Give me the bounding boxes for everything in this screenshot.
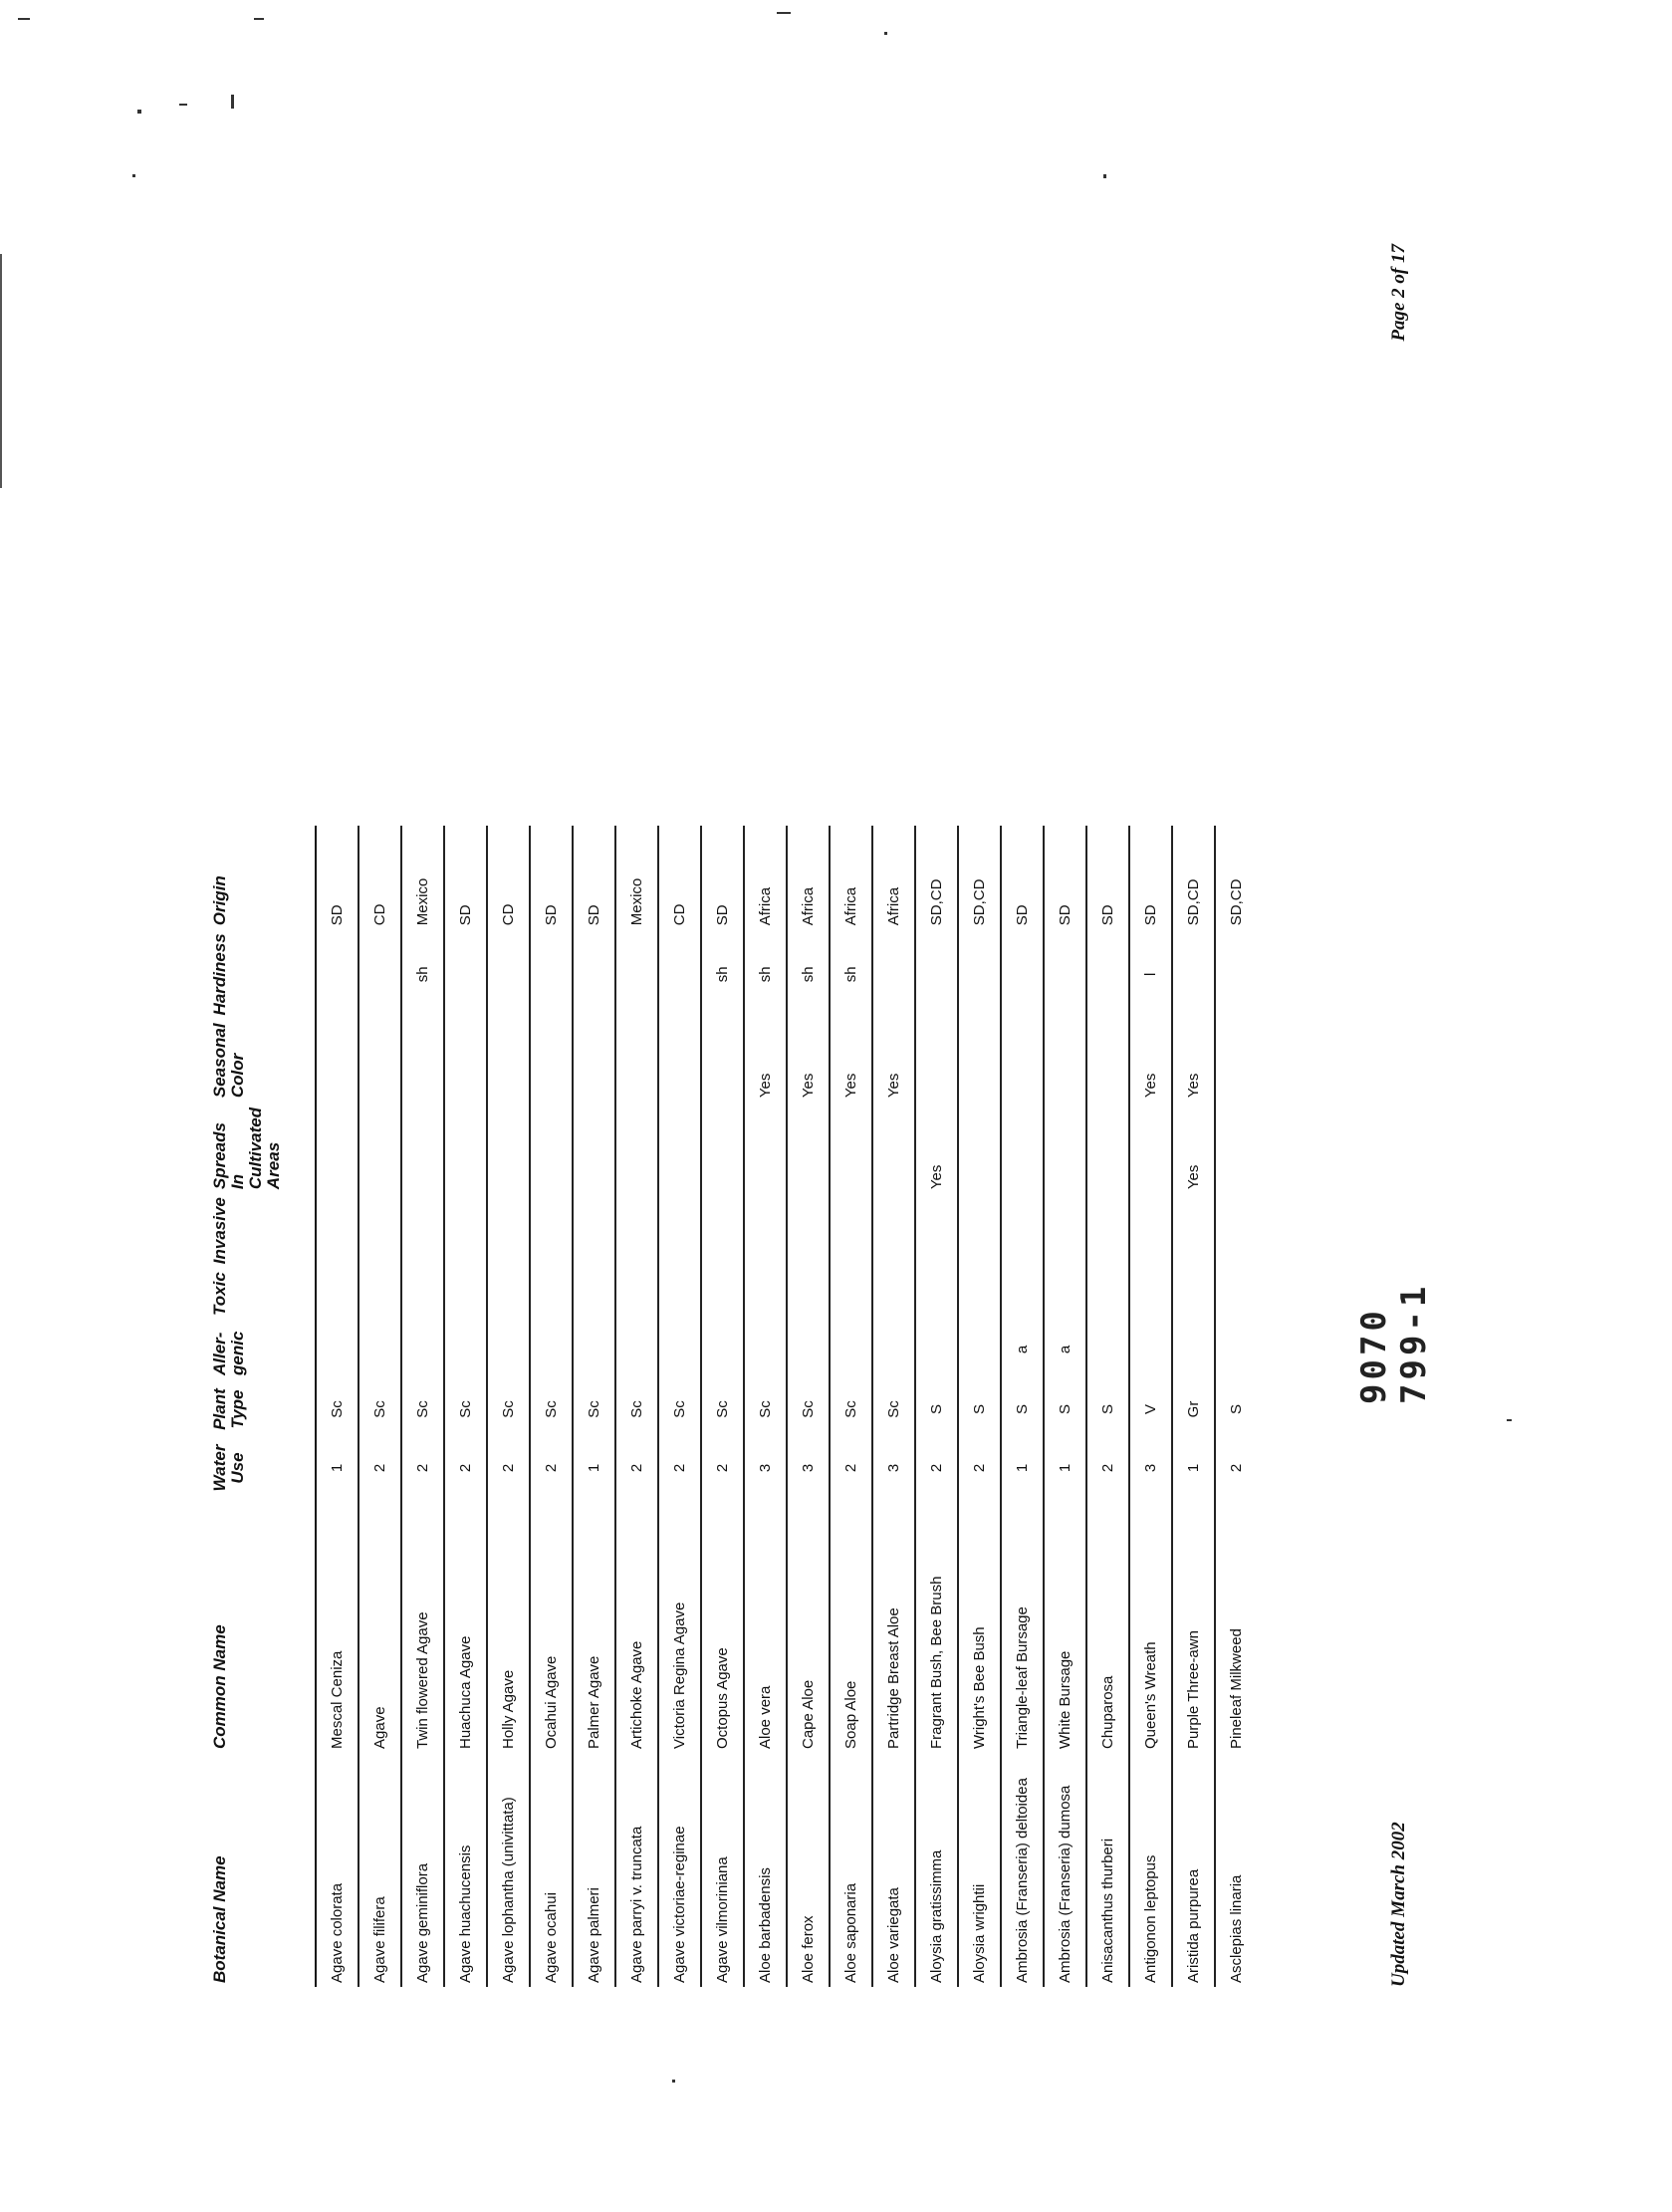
cell-water: 3: [787, 1439, 830, 1497]
cell-common: White Bursage: [1044, 1497, 1086, 1753]
plant-table: [211, 826, 1257, 1987]
cell-toxic: [1172, 1268, 1215, 1320]
cell-botanical: Aloysia wrightii: [958, 1753, 1001, 1987]
cell-botanical: Agave lophantha (univittata): [487, 1753, 530, 1987]
scan-speck: [1507, 1419, 1512, 1421]
scan-speck: [884, 32, 887, 35]
cell-botanical: Agave parryi v. truncata: [615, 1753, 658, 1987]
cell-water: 2: [487, 1439, 530, 1497]
cell-toxic: [401, 1268, 444, 1320]
cell-plant: Sc: [744, 1379, 787, 1439]
cell-origin: SD: [530, 826, 573, 929]
cell-common: Palmer Agave: [573, 1497, 615, 1753]
cell-allergenic: [787, 1320, 830, 1379]
cell-invasive: [401, 1193, 444, 1268]
cell-hardiness: sh: [830, 929, 872, 1019]
cell-toxic: [444, 1268, 487, 1320]
cell-hardiness: l: [1129, 929, 1172, 1019]
cell-common: Fragrant Bush, Bee Brush: [915, 1497, 958, 1753]
scan-speck: [231, 95, 234, 109]
cell-seasonal: Yes: [1129, 1019, 1172, 1102]
cell-botanical: Ambrosia (Franseria) deltoidea: [1001, 1753, 1044, 1987]
table-row: [1129, 826, 1172, 1987]
cell-invasive: [1129, 1193, 1172, 1268]
cell-allergenic: [1129, 1320, 1172, 1379]
table-row: [658, 826, 701, 1987]
cell-water: 1: [1044, 1439, 1086, 1497]
header-plant-type: Plant Type: [211, 1379, 316, 1439]
cell-spreads: [958, 1102, 1001, 1193]
cell-toxic: [958, 1268, 1001, 1320]
cell-seasonal: [358, 1019, 401, 1102]
cell-common: Pineleaf Milkweed: [1228, 1628, 1245, 1749]
cell-botanical: Agave filifera: [358, 1753, 401, 1987]
cell-water: 3: [872, 1439, 915, 1497]
cell-botanical: Agave huachucensis: [444, 1753, 487, 1987]
cell-water: 2: [830, 1439, 872, 1497]
cell-invasive: [787, 1193, 830, 1268]
cell-botanical: Aloe saponaria: [830, 1753, 872, 1987]
cell-plant: Sc: [316, 1379, 358, 1439]
cell-invasive: [701, 1193, 744, 1268]
cell-seasonal: [1044, 1019, 1086, 1102]
cell-toxic: [1001, 1268, 1044, 1320]
cell-origin: SD: [1001, 826, 1044, 929]
cell-hardiness: [872, 929, 915, 1019]
cell-common: Aloe vera: [744, 1497, 787, 1753]
table-row: [573, 826, 615, 1987]
cell-toxic: [316, 1268, 358, 1320]
cell-toxic: [744, 1268, 787, 1320]
cell-invasive: [487, 1193, 530, 1268]
cell-allergenic: [615, 1320, 658, 1379]
cell-spreads: [401, 1102, 444, 1193]
cell-allergenic: [444, 1320, 487, 1379]
cell-origin: SD,CD: [1172, 826, 1215, 929]
cell-seasonal: [487, 1019, 530, 1102]
cell-invasive: [530, 1193, 573, 1268]
cell-common: Agave: [358, 1497, 401, 1753]
cell-seasonal: Yes: [744, 1019, 787, 1102]
cell-botanical: Agave vilmoriniana: [701, 1753, 744, 1987]
cell-allergenic: [573, 1320, 615, 1379]
cell-plant: Gr: [1172, 1379, 1215, 1439]
cell-origin: SD,CD: [958, 826, 1001, 929]
cell-toxic: [530, 1268, 573, 1320]
cell-common: Wright's Bee Bush: [958, 1497, 1001, 1753]
cell-common: Queen's Wreath: [1129, 1497, 1172, 1753]
cell-spreads: [316, 1102, 358, 1193]
cell-spreads: [444, 1102, 487, 1193]
cell-hardiness: sh: [701, 929, 744, 1019]
cell-water: 3: [744, 1439, 787, 1497]
cell-seasonal: [401, 1019, 444, 1102]
cell-invasive: [1172, 1193, 1215, 1268]
cell-allergenic: [530, 1320, 573, 1379]
cell-plant: Sc: [530, 1379, 573, 1439]
cell-hardiness: [530, 929, 573, 1019]
cell-spreads: [1001, 1102, 1044, 1193]
cell-origin: Africa: [830, 826, 872, 929]
cell-toxic: [358, 1268, 401, 1320]
table-row: [701, 826, 744, 1987]
cell-invasive: [658, 1193, 701, 1268]
cell-toxic: [872, 1268, 915, 1320]
table-row: [830, 826, 872, 1987]
cell-water: 2: [444, 1439, 487, 1497]
cell-plant: S: [1044, 1379, 1086, 1439]
cell-water: 2: [615, 1439, 658, 1497]
cell-seasonal: [1086, 1019, 1129, 1102]
cell-toxic: [1044, 1268, 1086, 1320]
cell-spreads: [872, 1102, 915, 1193]
cell-common: Octopus Agave: [701, 1497, 744, 1753]
cell-botanical: Aloysia gratissimma: [915, 1753, 958, 1987]
cell-common: Ocahui Agave: [530, 1497, 573, 1753]
cell-common: Holly Agave: [487, 1497, 530, 1753]
table-row: [915, 826, 958, 1987]
cell-botanical: Agave victoriae-reginae: [658, 1753, 701, 1987]
cell-toxic: [830, 1268, 872, 1320]
scan-speck: [137, 110, 141, 114]
cell-water: 2: [915, 1439, 958, 1497]
cell-common: Victoria Regina Agave: [658, 1497, 701, 1753]
cell-water: 2: [1086, 1439, 1129, 1497]
cell-origin: CD: [358, 826, 401, 929]
table-row: [530, 826, 573, 1987]
cell-origin: SD: [573, 826, 615, 929]
cell-invasive: [744, 1193, 787, 1268]
cell-toxic: [573, 1268, 615, 1320]
cell-botanical: Agave palmeri: [573, 1753, 615, 1987]
cell-origin: CD: [658, 826, 701, 929]
cell-invasive: [958, 1193, 1001, 1268]
cell-hardiness: [573, 929, 615, 1019]
scan-speck: [132, 174, 135, 177]
scan-speck: [18, 18, 30, 20]
footer-updated-date: Updated March 2002: [1388, 1822, 1409, 1987]
cell-allergenic: [658, 1320, 701, 1379]
cell-hardiness: [615, 929, 658, 1019]
cell-origin: SD: [1086, 826, 1129, 929]
cell-invasive: [1215, 1193, 1257, 1268]
cell-common: Soap Aloe: [830, 1497, 872, 1753]
cell-allergenic: [401, 1320, 444, 1379]
header-hardiness: Hardiness: [211, 929, 316, 1019]
cell-water: 2: [701, 1439, 744, 1497]
cell-hardiness: [1215, 929, 1257, 1019]
cell-common: Cape Aloe: [787, 1497, 830, 1753]
cell-origin: SD: [316, 826, 358, 929]
cell-seasonal: [530, 1019, 573, 1102]
cell-botanical: Ambrosia (Franseria) dumosa: [1044, 1753, 1086, 1987]
cell-seasonal: Yes: [787, 1019, 830, 1102]
cell-allergenic: a: [1001, 1320, 1044, 1379]
cell-toxic: [915, 1268, 958, 1320]
cell-plant: S: [1086, 1379, 1129, 1439]
cell-seasonal: [615, 1019, 658, 1102]
table-row: [401, 826, 444, 1987]
cell-hardiness: [487, 929, 530, 1019]
cell-common: Chuparosa: [1086, 1497, 1129, 1753]
cell-hardiness: [1172, 929, 1215, 1019]
cell-spreads: [1086, 1102, 1129, 1193]
cell-origin: SD: [1044, 826, 1086, 929]
cell-water: 1: [1001, 1439, 1044, 1497]
cell-plant: V: [1129, 1379, 1172, 1439]
cell-seasonal: Yes: [830, 1019, 872, 1102]
cell-toxic: [1129, 1268, 1172, 1320]
cell-invasive: [615, 1193, 658, 1268]
header-toxic: Toxic: [211, 1268, 316, 1320]
cell-seasonal: [573, 1019, 615, 1102]
cell-plant: S: [1228, 1404, 1245, 1415]
table-row: [1086, 826, 1129, 1987]
cell-allergenic: [872, 1320, 915, 1379]
cell-plant: Sc: [401, 1379, 444, 1439]
cell-hardiness: [444, 929, 487, 1019]
cell-plant: Sc: [658, 1379, 701, 1439]
cell-water: 2: [658, 1439, 701, 1497]
cell-allergenic: [358, 1320, 401, 1379]
cell-common: Huachuca Agave: [444, 1497, 487, 1753]
cell-spreads: [1215, 1102, 1257, 1193]
scan-speck: [254, 18, 264, 20]
header-botanical-name: Botanical Name: [211, 1753, 316, 1987]
cell-invasive: [1086, 1193, 1129, 1268]
cell-common: Artichoke Agave: [615, 1497, 658, 1753]
header-allergenic: Aller- genic: [211, 1320, 316, 1379]
cell-toxic: [701, 1268, 744, 1320]
cell-origin: SD: [701, 826, 744, 929]
cell-seasonal: [658, 1019, 701, 1102]
cell-allergenic: [830, 1320, 872, 1379]
cell-botanical: Aloe ferox: [787, 1753, 830, 1987]
cell-hardiness: sh: [787, 929, 830, 1019]
table-row: [1044, 826, 1086, 1987]
table-row: [787, 826, 830, 1987]
cell-hardiness: [1001, 929, 1044, 1019]
cell-plant: Sc: [701, 1379, 744, 1439]
cell-allergenic: [316, 1320, 358, 1379]
cell-invasive: [872, 1193, 915, 1268]
cell-hardiness: [1086, 929, 1129, 1019]
cell-spreads: [658, 1102, 701, 1193]
cell-hardiness: [358, 929, 401, 1019]
scan-speck: [777, 12, 791, 14]
cell-origin: SD,CD: [915, 826, 958, 929]
cell-origin: SD,CD: [1228, 878, 1245, 926]
cell-origin: CD: [487, 826, 530, 929]
table-row: [744, 826, 787, 1987]
cell-allergenic: [701, 1320, 744, 1379]
cell-hardiness: [958, 929, 1001, 1019]
table-row: [958, 826, 1001, 1987]
table-row: [615, 826, 658, 1987]
cell-water: 2: [958, 1439, 1001, 1497]
cell-water: 2: [1228, 1463, 1245, 1473]
cell-origin: Africa: [787, 826, 830, 929]
cell-botanical: Anisacanthus thurberi: [1086, 1753, 1129, 1987]
cell-botanical: Asclepias linaria: [1228, 1874, 1245, 1983]
cell-plant: Sc: [872, 1379, 915, 1439]
cell-plant: Sc: [615, 1379, 658, 1439]
footer-page-number: Page 2 of 17: [1388, 244, 1409, 342]
cell-origin: Africa: [872, 826, 915, 929]
cell-botanical: Agave ocahui: [530, 1753, 573, 1987]
cell-toxic: [487, 1268, 530, 1320]
cell-hardiness: sh: [401, 929, 444, 1019]
cell-seasonal: [316, 1019, 358, 1102]
header-origin: Origin: [211, 826, 316, 929]
cell-common: Triangle-leaf Bursage: [1001, 1497, 1044, 1753]
cell-water: 1: [316, 1439, 358, 1497]
cell-plant: Sc: [444, 1379, 487, 1439]
header-spreads: Spreads In Cultivated Areas: [211, 1102, 316, 1193]
table-row: [1215, 826, 1257, 1987]
cell-common: Twin flowered Agave: [401, 1497, 444, 1753]
cell-water: 1: [573, 1439, 615, 1497]
cell-spreads: [701, 1102, 744, 1193]
cell-botanical: Aloe variegata: [872, 1753, 915, 1987]
cell-invasive: [830, 1193, 872, 1268]
cell-common: Partridge Breast Aloe: [872, 1497, 915, 1753]
cell-allergenic: [958, 1320, 1001, 1379]
cell-invasive: [573, 1193, 615, 1268]
cell-hardiness: [658, 929, 701, 1019]
scan-speck: [1103, 174, 1106, 178]
cell-toxic: [787, 1268, 830, 1320]
table-row: [358, 826, 401, 1987]
cell-seasonal: Yes: [1172, 1019, 1215, 1102]
scan-speck: [672, 2080, 675, 2083]
cell-botanical: Agave colorata: [316, 1753, 358, 1987]
cell-allergenic: [915, 1320, 958, 1379]
cell-spreads: [1044, 1102, 1086, 1193]
cell-hardiness: [915, 929, 958, 1019]
cell-botanical: Aristida purpurea: [1172, 1753, 1215, 1987]
cell-plant: S: [958, 1379, 1001, 1439]
cell-seasonal: [1001, 1019, 1044, 1102]
table-row: [316, 826, 358, 1987]
cell-toxic: [658, 1268, 701, 1320]
cell-water: 1: [1172, 1439, 1215, 1497]
cell-origin: Africa: [744, 826, 787, 929]
cell-invasive: [1001, 1193, 1044, 1268]
cell-hardiness: sh: [744, 929, 787, 1019]
cell-allergenic: [487, 1320, 530, 1379]
cell-origin: Mexico: [401, 826, 444, 929]
cell-spreads: [573, 1102, 615, 1193]
cell-seasonal: [701, 1019, 744, 1102]
cell-water: 2: [401, 1439, 444, 1497]
header-water-use: Water Use: [211, 1439, 316, 1497]
cell-plant: S: [915, 1379, 958, 1439]
table-row: [872, 826, 915, 1987]
cell-hardiness: [316, 929, 358, 1019]
cell-water: 2: [530, 1439, 573, 1497]
cell-seasonal: Yes: [872, 1019, 915, 1102]
document-id-stamp: 9070 799-1: [1354, 1282, 1434, 1404]
cell-common: Purple Three-awn: [1172, 1497, 1215, 1753]
cell-allergenic: [744, 1320, 787, 1379]
cell-spreads: Yes: [1172, 1102, 1215, 1193]
cell-botanical: Aloe barbadensis: [744, 1753, 787, 1987]
cell-hardiness: [1044, 929, 1086, 1019]
cell-toxic: [1086, 1268, 1129, 1320]
cell-spreads: [1129, 1102, 1172, 1193]
cell-plant: Sc: [573, 1379, 615, 1439]
cell-spreads: [487, 1102, 530, 1193]
cell-spreads: [530, 1102, 573, 1193]
header-seasonal-color: Seasonal Color: [211, 1019, 316, 1102]
table-row: [1172, 826, 1215, 1987]
cell-allergenic: [1215, 1320, 1257, 1379]
header-invasive: Invasive: [211, 1193, 316, 1268]
cell-origin: SD: [444, 826, 487, 929]
cell-invasive: [316, 1193, 358, 1268]
cell-origin: SD: [1129, 826, 1172, 929]
cell-plant: Sc: [487, 1379, 530, 1439]
cell-spreads: [358, 1102, 401, 1193]
cell-spreads: [787, 1102, 830, 1193]
cell-seasonal: [1215, 1019, 1257, 1102]
cell-plant: Sc: [787, 1379, 830, 1439]
cell-spreads: [615, 1102, 658, 1193]
cell-seasonal: [444, 1019, 487, 1102]
cell-common: Mescal Ceniza: [316, 1497, 358, 1753]
cell-allergenic: [1172, 1320, 1215, 1379]
cell-allergenic: a: [1044, 1320, 1086, 1379]
cell-origin: Mexico: [615, 826, 658, 929]
cell-seasonal: [958, 1019, 1001, 1102]
cell-plant: S: [1001, 1379, 1044, 1439]
header-row: [211, 826, 316, 1987]
cell-invasive: [915, 1193, 958, 1268]
scan-speck: [179, 104, 187, 106]
cell-spreads: Yes: [915, 1102, 958, 1193]
cell-plant: Sc: [358, 1379, 401, 1439]
cell-water: 2: [358, 1439, 401, 1497]
cell-allergenic: [1086, 1320, 1129, 1379]
table-row: [444, 826, 487, 1987]
cell-invasive: [1044, 1193, 1086, 1268]
cell-spreads: [830, 1102, 872, 1193]
table-row: [1001, 826, 1044, 1987]
cell-botanical: Agave geminiflora: [401, 1753, 444, 1987]
cell-water: 3: [1129, 1439, 1172, 1497]
rotated-page: [211, 244, 1436, 1987]
scan-edge-mark: [0, 254, 2, 488]
cell-toxic: [615, 1268, 658, 1320]
cell-toxic: [1215, 1268, 1257, 1320]
cell-invasive: [358, 1193, 401, 1268]
cell-invasive: [444, 1193, 487, 1268]
table-row: [487, 826, 530, 1987]
cell-plant: Sc: [830, 1379, 872, 1439]
header-common-name: Common Name: [211, 1497, 316, 1753]
cell-seasonal: [915, 1019, 958, 1102]
cell-spreads: [744, 1102, 787, 1193]
cell-botanical: Antigonon leptopus: [1129, 1753, 1172, 1987]
